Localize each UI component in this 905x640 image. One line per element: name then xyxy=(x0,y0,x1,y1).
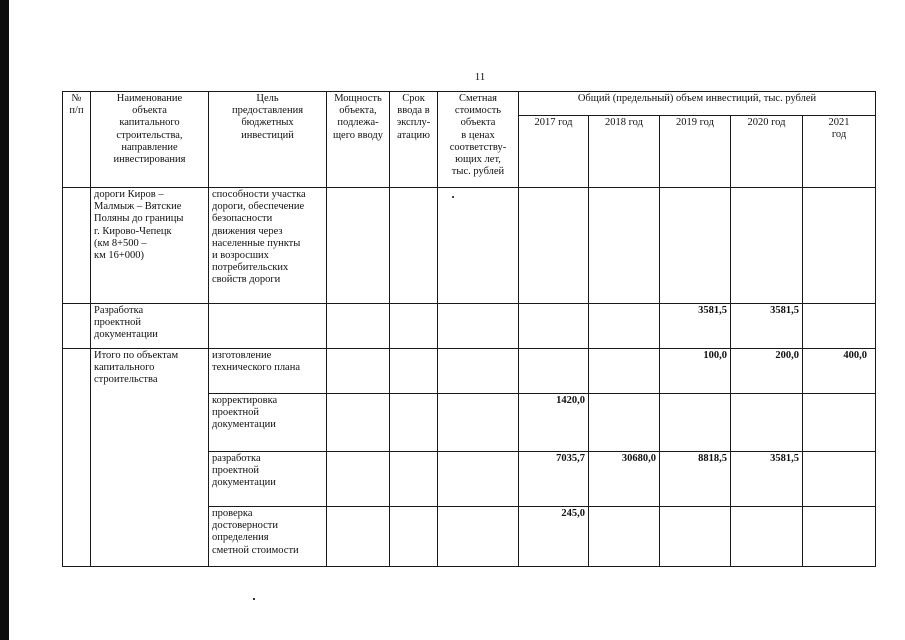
total-2-2021 xyxy=(803,394,876,452)
header-commissioning: Срок ввода в эксплу- атацию xyxy=(390,92,438,188)
total-4-2018 xyxy=(589,507,660,567)
header-num: № п/п xyxy=(63,92,91,188)
total-3-2019: 8818,5 xyxy=(660,452,731,507)
table-row-design xyxy=(63,304,876,349)
total-3-2017: 7035,7 xyxy=(519,452,589,507)
header-total-investment: Общий (предельный) объем инвестиций, тыс. рублей xyxy=(519,92,876,116)
header-object-name: Наименование объекта капитального строительства, направление инвестирования xyxy=(91,92,209,188)
total-4-2021 xyxy=(803,507,876,567)
total-2-2018 xyxy=(589,394,660,452)
total-4-2019 xyxy=(660,507,731,567)
design-2019: 3581,5 xyxy=(660,304,731,349)
header-year-2017: 2017 год xyxy=(519,116,589,188)
total-1-2021: 400,0 xyxy=(803,349,876,394)
header-year-2019: 2019 год xyxy=(660,116,731,188)
design-name: Разработка проектной документации xyxy=(91,304,209,349)
total-1-2019: 100,0 xyxy=(660,349,731,394)
header-year-2021: 2021 год xyxy=(803,116,876,188)
total-2-2020 xyxy=(731,394,803,452)
header-row-1 xyxy=(63,92,876,116)
investment-table xyxy=(62,91,876,567)
page-number: 11 xyxy=(474,71,486,83)
total-1-2017 xyxy=(519,349,589,394)
total-3-2018: 30680,0 xyxy=(589,452,660,507)
header-goal: Цель предоставления бюджетных инвестиций xyxy=(209,92,327,188)
header-capacity: Мощность объекта, подлежа- щего вводу xyxy=(327,92,390,188)
header-estimated-cost: Сметная стоимость объекта в ценах соответству- ющих лет, тыс. рублей xyxy=(438,92,519,188)
road-goal: способности участка дороги, обеспечение безопасности движения через населенные пункты и возросших потребительских свойств дороги xyxy=(209,188,327,304)
total-1-2018 xyxy=(589,349,660,394)
total-goal-3: разработка проектной документации xyxy=(209,452,327,507)
total-goal-1: изготовление технического плана xyxy=(209,349,327,394)
total-2-2017: 1420,0 xyxy=(519,394,589,452)
total-3-2021 xyxy=(803,452,876,507)
total-2-2019 xyxy=(660,394,731,452)
header-year-2020: 2020 год xyxy=(731,116,803,188)
total-1-2020: 200,0 xyxy=(731,349,803,394)
table-row-total-1 xyxy=(63,349,876,394)
header-year-2018: 2018 год xyxy=(589,116,660,188)
total-goal-4: проверка достоверности определения сметной стоимости xyxy=(209,507,327,567)
design-2020: 3581,5 xyxy=(731,304,803,349)
scan-edge xyxy=(0,0,9,640)
table-row-road xyxy=(63,188,876,304)
road-name: дороги Киров – Малмыж – Вятские Поляны до границы г. Кирово-Чепецк (км 8+500 – км 16+000) xyxy=(91,188,209,304)
total-3-2020: 3581,5 xyxy=(731,452,803,507)
scan-speck xyxy=(253,598,255,600)
total-4-2020 xyxy=(731,507,803,567)
total-4-2017: 245,0 xyxy=(519,507,589,567)
total-goal-2: корректировка проектной документации xyxy=(209,394,327,452)
total-name: Итого по объектам капитального строительства xyxy=(91,349,209,567)
